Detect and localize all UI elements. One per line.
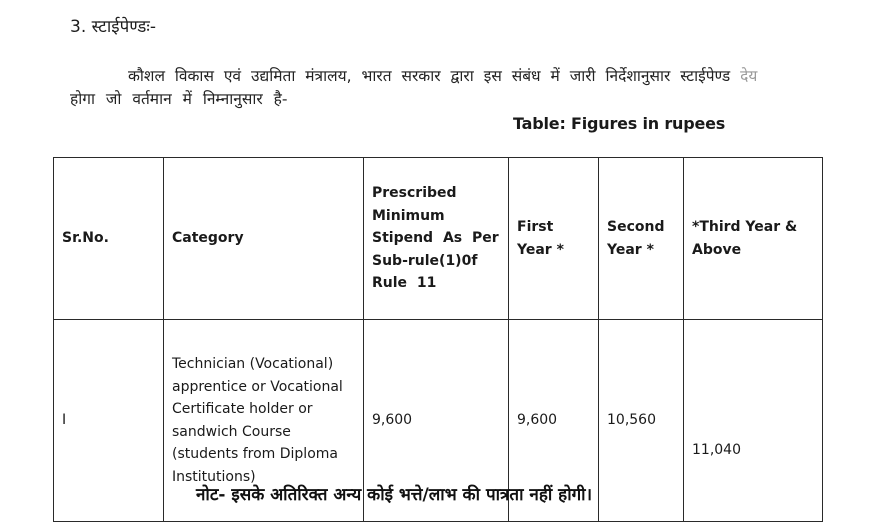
paragraph-text-faded: देय: [740, 67, 758, 85]
stipend-table: [53, 157, 823, 522]
footnote: नोट- इसके अतिरिक्त अन्य कोई भत्ते/लाभ की पात्रता नहीं होगी।: [196, 485, 593, 505]
section-title: स्टाईपेण्डः-: [91, 17, 156, 37]
cell-second-year: 10,560: [599, 320, 684, 522]
cell-first-year: 9,600: [509, 320, 599, 522]
header-category: Category: [164, 158, 364, 320]
table-caption: Table: Figures in rupees: [513, 114, 726, 133]
cell-third-year-above: 11,040: [684, 320, 823, 522]
cell-category: Technician (Vocational) apprentice or Vocational Certificate holder or sandwich Course (students from Diploma Institutions): [164, 320, 364, 522]
section-number: 3.: [70, 17, 87, 37]
header-sr-no: Sr.No.: [54, 158, 164, 320]
cell-prescribed-minimum: 9,600: [364, 320, 509, 522]
header-third-year-above: *Third Year & Above: [684, 158, 823, 320]
cell-sr-no: I: [54, 320, 164, 522]
header-second-year: Second Year *: [599, 158, 684, 320]
paragraph-line-1: [128, 64, 757, 86]
table-header-row: [54, 158, 823, 320]
paragraph-text: कौशल विकास एवं उद्यमिता मंत्रालय, भारत सरकार द्वारा इस संबंध में जारी निर्देशानुसार स्टाईपेण्ड: [128, 67, 731, 85]
header-prescribed-minimum: Prescribed Minimum Stipend As Per Sub-rule(1)0f Rule 11: [364, 158, 509, 320]
header-first-year: First Year *: [509, 158, 599, 320]
section-heading: [70, 14, 156, 37]
paragraph-line-2: होगा जो वर्तमान में निम्नानुसार है-: [70, 90, 288, 108]
